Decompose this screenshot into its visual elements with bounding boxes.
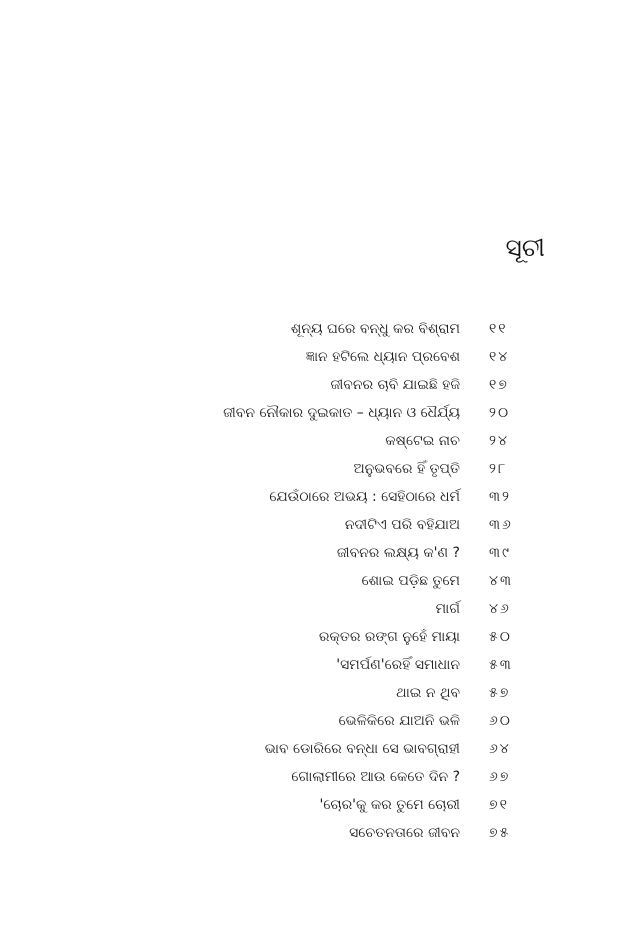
toc-entry-title: ଥାଇ ନ ଥିବ [396,685,460,701]
toc-entry-title: ଜୀବନ ନୌକାର ଦୁଇକାତ – ଧ୍ୟାନ ଓ ଧୈର୍ଯ୍ୟ [223,405,460,421]
toc-entry-page: ୩୨ [489,489,511,505]
toc-entry[interactable] [0,651,633,679]
toc-entry-title: ଶୂନ୍ୟ ଘରେ ବନ୍ଧୁ କର ବିଶ୍ରାମ [290,321,460,337]
toc-entry-page: ୩୯ [489,545,511,561]
toc-entry[interactable] [0,539,633,567]
toc-entry[interactable] [0,315,633,343]
toc-entry-page: ୫୭ [489,685,511,701]
toc-entry-page: ୭୫ [489,825,511,841]
toc-entry-page: ୫୩ [489,657,513,673]
toc-entry-page: ୧୧ [489,321,508,337]
toc-entry-page: ୫୦ [489,629,512,645]
toc-entry-title: ରକ୍ତର ରଙ୍ଗ ନୁହେଁ ମାୟା [318,629,460,645]
toc-entry[interactable] [0,707,633,735]
toc-entry[interactable] [0,399,633,427]
toc-entry-page: ୨୦ [489,405,511,421]
toc-entry-title: ଗୋଲାମୀରେ ଆଉ କେତେ ଦିନ ? [291,769,460,785]
toc-entry[interactable] [0,679,633,707]
toc-entry-title: ଜ୍ଞାନ ହଟିଲେ ଧ୍ୟାନ ପ୍ରବେଶ [305,349,460,365]
toc-entry[interactable] [0,427,633,455]
toc-entry-title: ଅନୁଭବରେ ହିଁ ତୃପ୍ତି [353,461,460,477]
toc-entry[interactable] [0,483,633,511]
toc-entry-title: ଜୀବନର ଲକ୍ଷ୍ୟ କ'ଣ ? [336,545,460,561]
toc-entry[interactable] [0,511,633,539]
toc-entry[interactable] [0,567,633,595]
toc-entry[interactable] [0,455,633,483]
toc-entry[interactable] [0,371,633,399]
toc-entry-page: ୭୧ [489,797,509,813]
toc-entry-page: ୪୩ [489,573,513,589]
toc-entry-page: ୬୭ [489,769,511,785]
toc-entry[interactable] [0,735,633,763]
toc-entry-title: 'ଚୋର'କୁ କର ତୁମେ ଚୋରୀ [319,797,460,813]
toc-entry[interactable] [0,763,633,791]
toc-entry-page: ୧୪ [489,349,510,365]
toc-entry-page: ୨୮ [489,461,508,477]
toc-entry-title: ଭାବ ଡୋରିରେ ବନ୍ଧା ସେ ଭାବଗ୍ରାହୀ [264,741,460,757]
page-title: ସୂଚୀ [505,233,545,262]
toc-entry-page: ୨୪ [489,433,509,449]
toc-entry-title: ନଦୀଟିଏ ପରି ବହିଯାଅ [344,517,460,533]
toc-entry[interactable] [0,791,633,819]
toc-entry-title: ସଚେତନତାରେ ଜୀବନ [349,825,460,841]
toc-entry-page: ୪୬ [489,601,511,617]
toc-entry-page: ୧୭ [489,377,509,393]
toc-entry[interactable] [0,819,633,847]
toc-entry[interactable] [0,343,633,371]
toc-entry-title: ଶୋଇ ପଡ଼ିଛ ତୁମେ [361,573,460,589]
toc-entry-title: ଯେଉଁଠାରେ ଅଭୟ : ସେହିଠାରେ ଧର୍ମ [269,489,460,505]
toc-entry[interactable] [0,623,633,651]
toc-entry-title: କଷ୍ଟେଇ ନାଚ [385,433,460,449]
toc-entry-page: ୬୪ [489,741,511,757]
toc-entry-page: ୩୬ [489,517,513,533]
table-of-contents [0,315,633,847]
toc-entry-title: ମାର୍ଗ [435,601,460,617]
toc-entry[interactable] [0,595,633,623]
toc-entry-page: ୬୦ [489,713,512,729]
toc-entry-title: ଭେଳିକିରେ ଯାଅନି ଭଳି [338,713,460,729]
toc-entry-title: 'ସମର୍ପଣ'ରେହିଁ ସମାଧାନ [336,657,460,673]
toc-entry-title: ଜୀବନର ଚାବି ଯାଇଛି ହଜି [330,377,460,393]
